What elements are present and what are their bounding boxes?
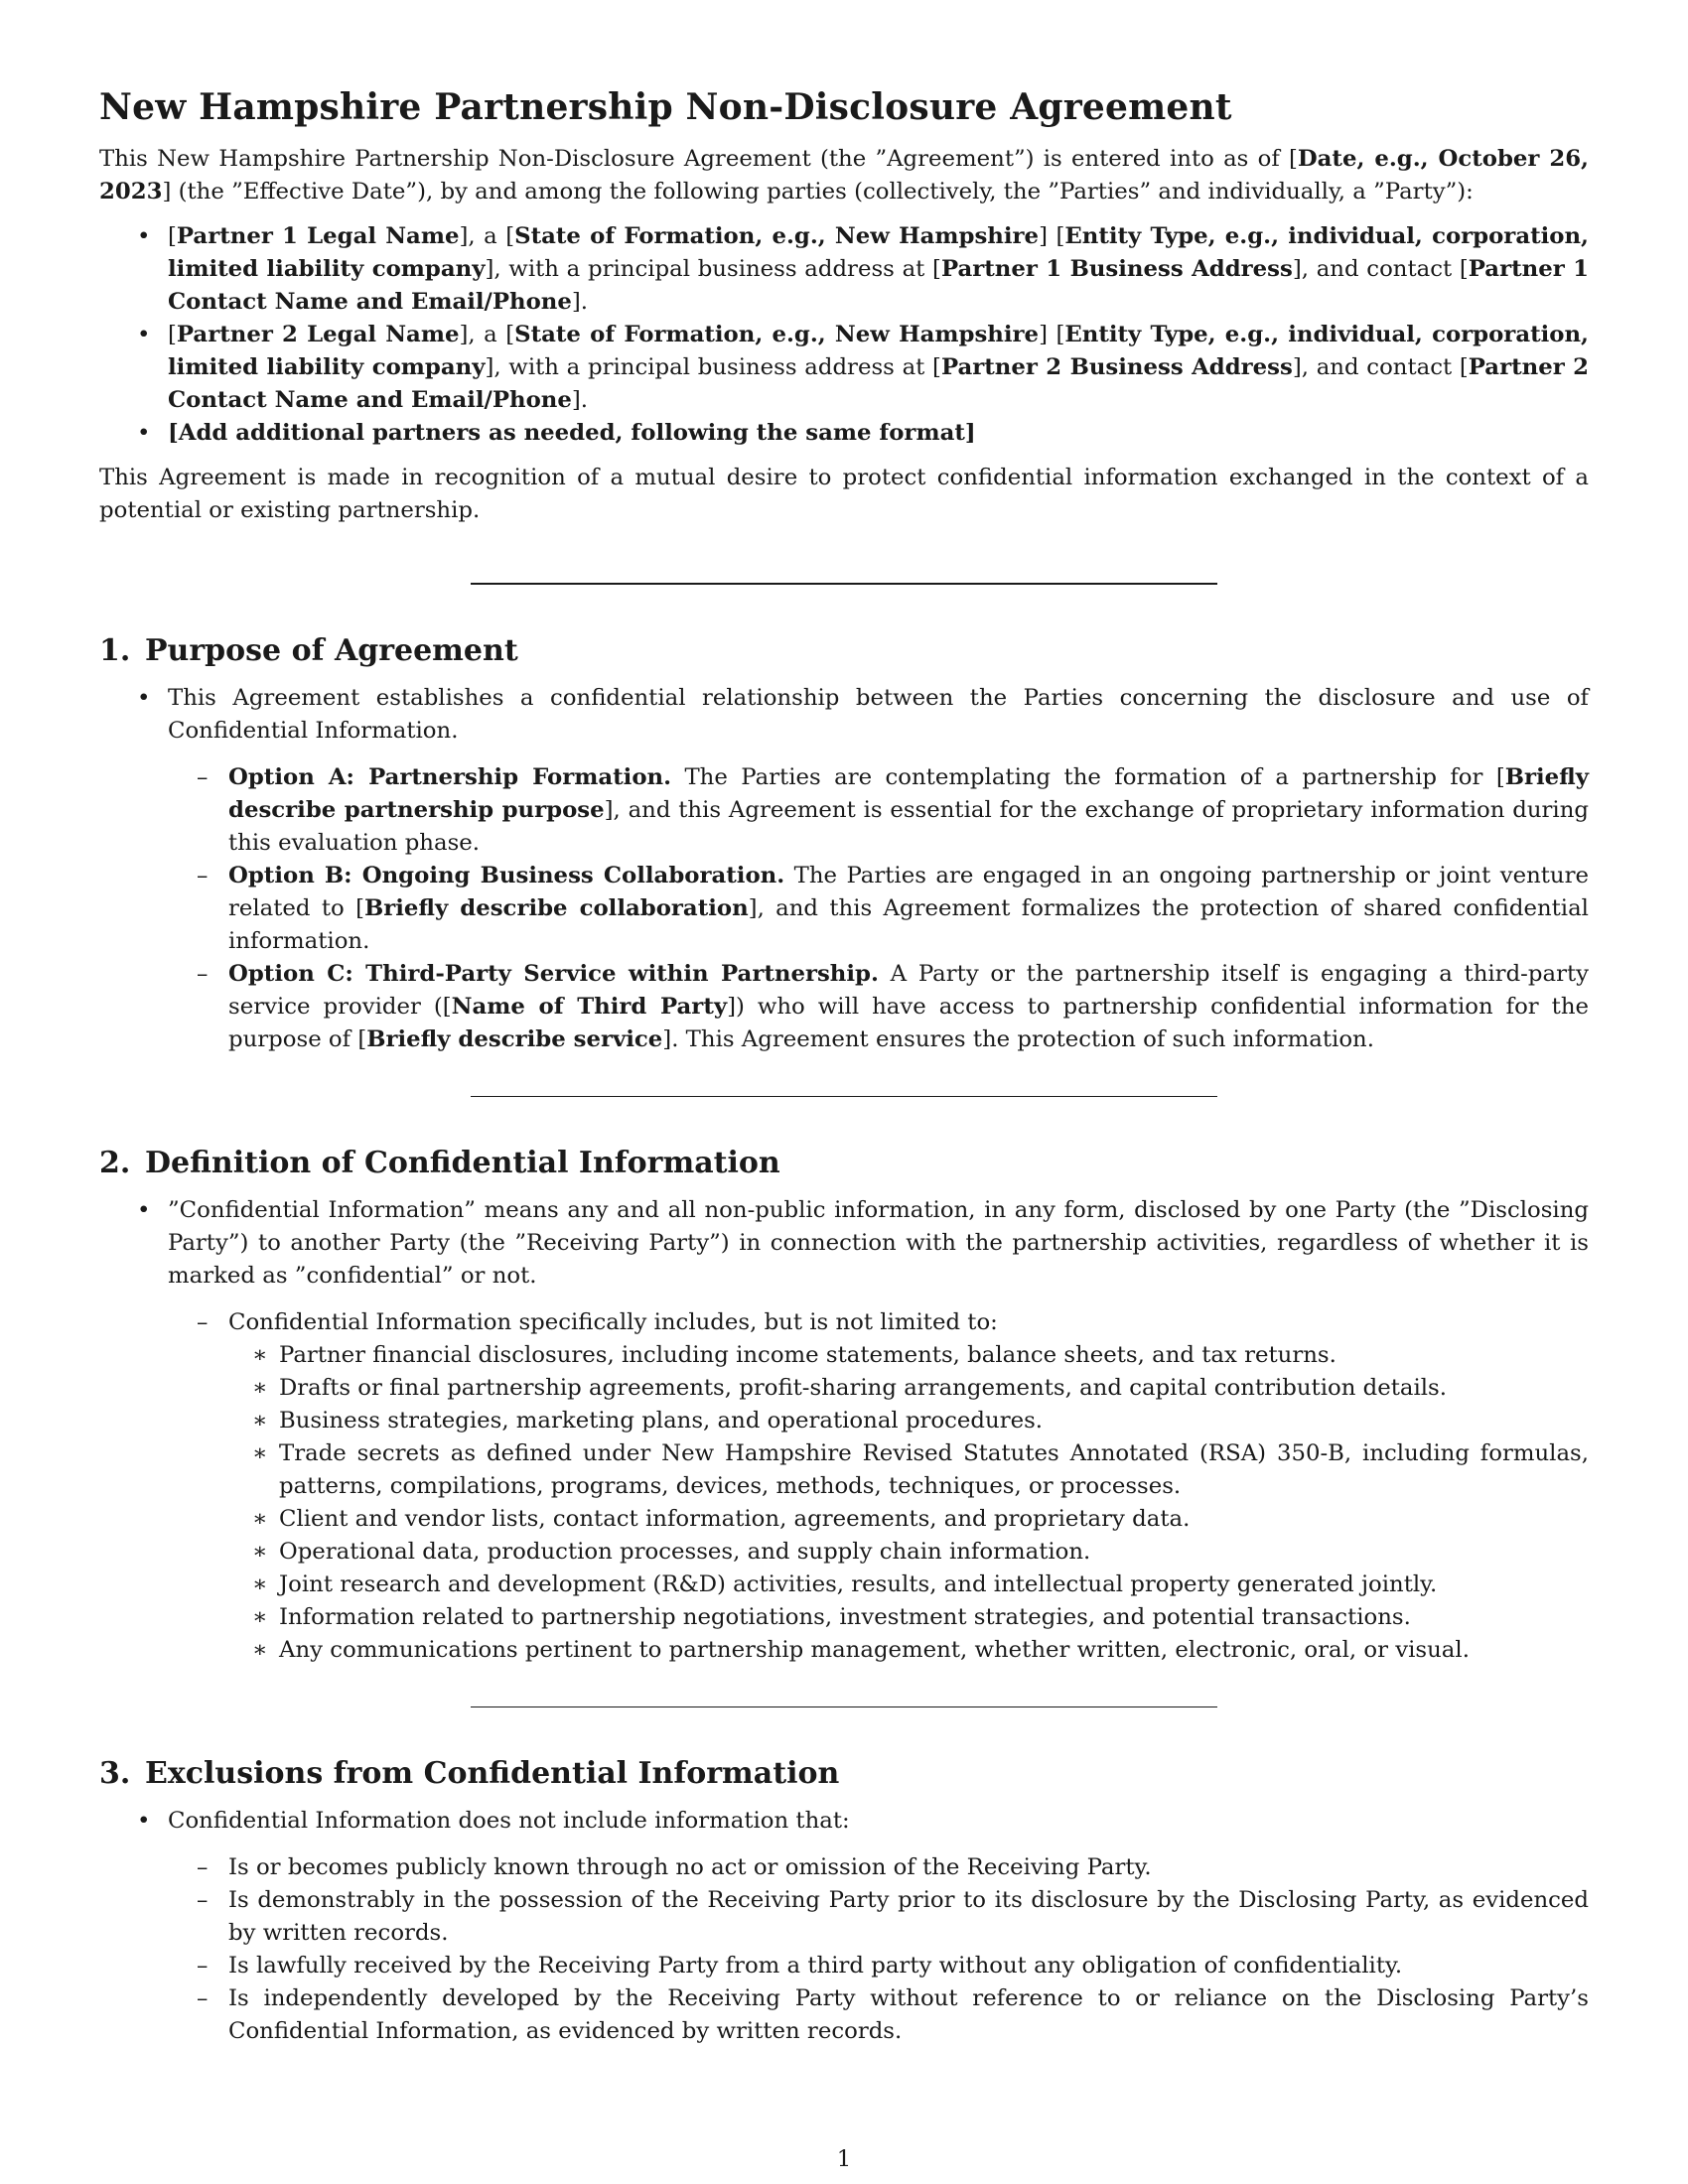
add-partners-placeholder: [Add additional partners as needed, following the same format] [168, 420, 976, 446]
intro-paragraph [99, 143, 1589, 208]
section-title: Definition of Confidential Information [145, 1146, 780, 1180]
includes-items [228, 1339, 1589, 1667]
connector-text: ] [ [1039, 223, 1065, 249]
option-placeholder: Name of Third Party [451, 994, 728, 1020]
section-divider [471, 1706, 1217, 1707]
options-list [168, 761, 1589, 1056]
option-text: A Party or the partnership itself is engaging a third-party service provider ([ [228, 961, 1590, 1020]
partner-contact: Partner 2 Contact Name and Email/Phone [168, 354, 1589, 413]
option-text: ]) who will have access to partnership confidential information for the purpose of [ [228, 994, 1589, 1052]
connector-text: ], and contact [ [1292, 256, 1469, 282]
option-placeholder: Briefly describe service [366, 1026, 663, 1052]
section-2-heading [99, 1145, 1589, 1182]
list-item: – Is demonstrably in the possession of the Receiving Party prior to its disclosure by the Disclosing Party, as evidenced by written records. [168, 1884, 1589, 1950]
effective-date-placeholder: Date, e.g., October 26, 2023 [99, 146, 1589, 205]
list-item: ∗ Operational data, production processes, and supply chain information. [228, 1536, 1589, 1569]
list-item [99, 1194, 1589, 1667]
exclusions-items [168, 1851, 1589, 2048]
list-item: ∗ Joint research and development (R&D) activities, results, and intellectual property generated jointly. [228, 1569, 1589, 1601]
connector-text: ]. [571, 289, 589, 315]
list-item [99, 1805, 1589, 2048]
add-partners-item [99, 417, 1589, 450]
option-a [168, 761, 1589, 860]
list-item: – Is lawfully received by the Receiving Party from a third party without any obligation of confidentiality. [168, 1950, 1589, 1982]
includes-list [168, 1306, 1589, 1667]
list-item: – Is or becomes publicly known through no act or omission of the Receiving Party. [168, 1851, 1589, 1884]
option-placeholder: Briefly describe collaboration [363, 895, 749, 921]
recognition-paragraph: This Agreement is made in recognition of a mutual desire to protect confidential information exchanged in the context of a potential or existing partnership. [99, 465, 1589, 523]
option-text: The Parties are contemplating the formation of a partnership for [ [671, 764, 1505, 790]
definition-text: ”Confidential Information” means any and all non-public information, in any form, disclosed by one Party (the ”Disclosing Party”) to another Party (the ”Receiving Party”) in connection with the partnership activities, regardless of whether it is marked as ”confidential” or not. [168, 1197, 1589, 1289]
list-item: ∗ Trade secrets as defined under New Hampshire Revised Statutes Annotated (RSA) 350-B, including formulas, patterns, compilations, programs, devices, methods, techniques, or processes. [228, 1437, 1589, 1503]
option-b [168, 860, 1589, 958]
section-3-heading [99, 1755, 1589, 1793]
partner-2-item: • [Partner 2 Legal Name], a [State of Formation, e.g., New Hampshire] [Entity Type, e.g., individual, corporation, limited liability company], with a principal business address at [Partner 2 Business Address], and contact [Partner 2 Contact Name and Email/Phone]. [99, 319, 1589, 417]
section-1-list [99, 682, 1589, 1056]
section-number: 1. [99, 633, 131, 668]
option-text: ], and this Agreement formalizes the protection of shared confidential information. [228, 895, 1589, 954]
option-text: The Parties are engaged in an ongoing partnership or joint venture related to [ [228, 863, 1589, 921]
connector-text: ], and contact [ [1292, 354, 1469, 380]
partner-state: State of Formation, e.g., New Hampshire [514, 223, 1040, 249]
partner-name: Partner 2 Legal Name [176, 322, 460, 347]
includes-intro: Confidential Information specifically includes, but is not limited to: [228, 1309, 998, 1335]
list-item: ∗ Partner financial disclosures, including income statements, balance sheets, and tax returns. [228, 1339, 1589, 1372]
section-number: 2. [99, 1146, 131, 1180]
partner-address: Partner 2 Business Address [940, 354, 1293, 380]
partner-entity: Entity Type, e.g., individual, corporation, limited liability company [168, 322, 1589, 380]
partner-contact: Partner 1 Contact Name and Email/Phone [168, 256, 1589, 315]
connector-text: ], with a principal business address at [ [485, 256, 941, 282]
connector-text: ] [ [1039, 322, 1065, 347]
purpose-text: This Agreement establishes a confidential relationship between the Parties concerning the disclosure and use of Confidential Information. [168, 685, 1589, 744]
list-item [168, 1306, 1589, 1667]
section-2-list [99, 1194, 1589, 1667]
section-divider [471, 1096, 1217, 1097]
intro-text-2: ] (the ”Effective Date”), by and among the following parties (collectively, the ”Parties” and individually, a ”Party”): [162, 179, 1474, 205]
option-placeholder: Briefly describe partnership purpose [228, 764, 1589, 823]
option-text: ], and this Agreement is essential for the exchange of proprietary information during this evaluation phase. [228, 797, 1589, 856]
partner-address: Partner 1 Business Address [940, 256, 1293, 282]
list-item: – Is independently developed by the Receiving Party without reference to or reliance on the Disclosing Party’s Confidential Information, as evidenced by written records. [168, 1982, 1589, 2048]
section-3-list [99, 1805, 1589, 2048]
list-item: ∗ Business strategies, marketing plans, and operational procedures. [228, 1405, 1589, 1437]
connector-text: ]. [571, 387, 589, 413]
option-c [168, 958, 1589, 1056]
intro-text-1: This New Hampshire Partnership Non-Disclosure Agreement (the ”Agreement”) is entered into as of [ [99, 146, 1298, 172]
connector-text: ], a [ [459, 322, 515, 347]
partner-state: State of Formation, e.g., New Hampshire [514, 322, 1040, 347]
connector-text: ], a [ [459, 223, 515, 249]
option-label: Option A: Partnership Formation. [228, 764, 672, 790]
option-text: ]. This Agreement ensures the protection of such information. [662, 1026, 1374, 1052]
option-label: Option C: Third-Party Service within Partnership. [228, 961, 879, 987]
partner-1-item: • [Partner 1 Legal Name], a [State of Formation, e.g., New Hampshire] [Entity Type, e.g., individual, corporation, limited liability company], with a principal business address at [Partner 1 Business Address], and contact [Partner 1 Contact Name and Email/Phone]. [99, 220, 1589, 319]
option-label: Option B: Ongoing Business Collaboration. [228, 863, 785, 888]
section-1-heading [99, 632, 1589, 670]
section-title: Exclusions from Confidential Information [145, 1756, 840, 1791]
section-number: 3. [99, 1756, 131, 1791]
list-item: ∗ Drafts or final partnership agreements, profit-sharing arrangements, and capital contribution details. [228, 1372, 1589, 1405]
document-title: New Hampshire Partnership Non-Disclosure Agreement [99, 86, 1232, 128]
list-item: ∗ Client and vendor lists, contact information, agreements, and proprietary data. [228, 1503, 1589, 1536]
section-title: Purpose of Agreement [145, 633, 518, 668]
section-divider [471, 583, 1217, 585]
connector-text: ], with a principal business address at [ [485, 354, 941, 380]
exclusions-intro: Confidential Information does not include information that: [168, 1808, 850, 1834]
partner-entity: Entity Type, e.g., individual, corporation, limited liability company [168, 223, 1589, 282]
page-number: 1 [836, 2146, 852, 2172]
list-item: ∗ Information related to partnership negotiations, investment strategies, and potential transactions. [228, 1601, 1589, 1634]
document-page [99, 85, 1589, 2048]
list-item [99, 682, 1589, 1056]
partner-name: Partner 1 Legal Name [176, 223, 460, 249]
partners-list [99, 220, 1589, 450]
list-item: ∗ Any communications pertinent to partnership management, whether written, electronic, oral, or visual. [228, 1634, 1589, 1667]
